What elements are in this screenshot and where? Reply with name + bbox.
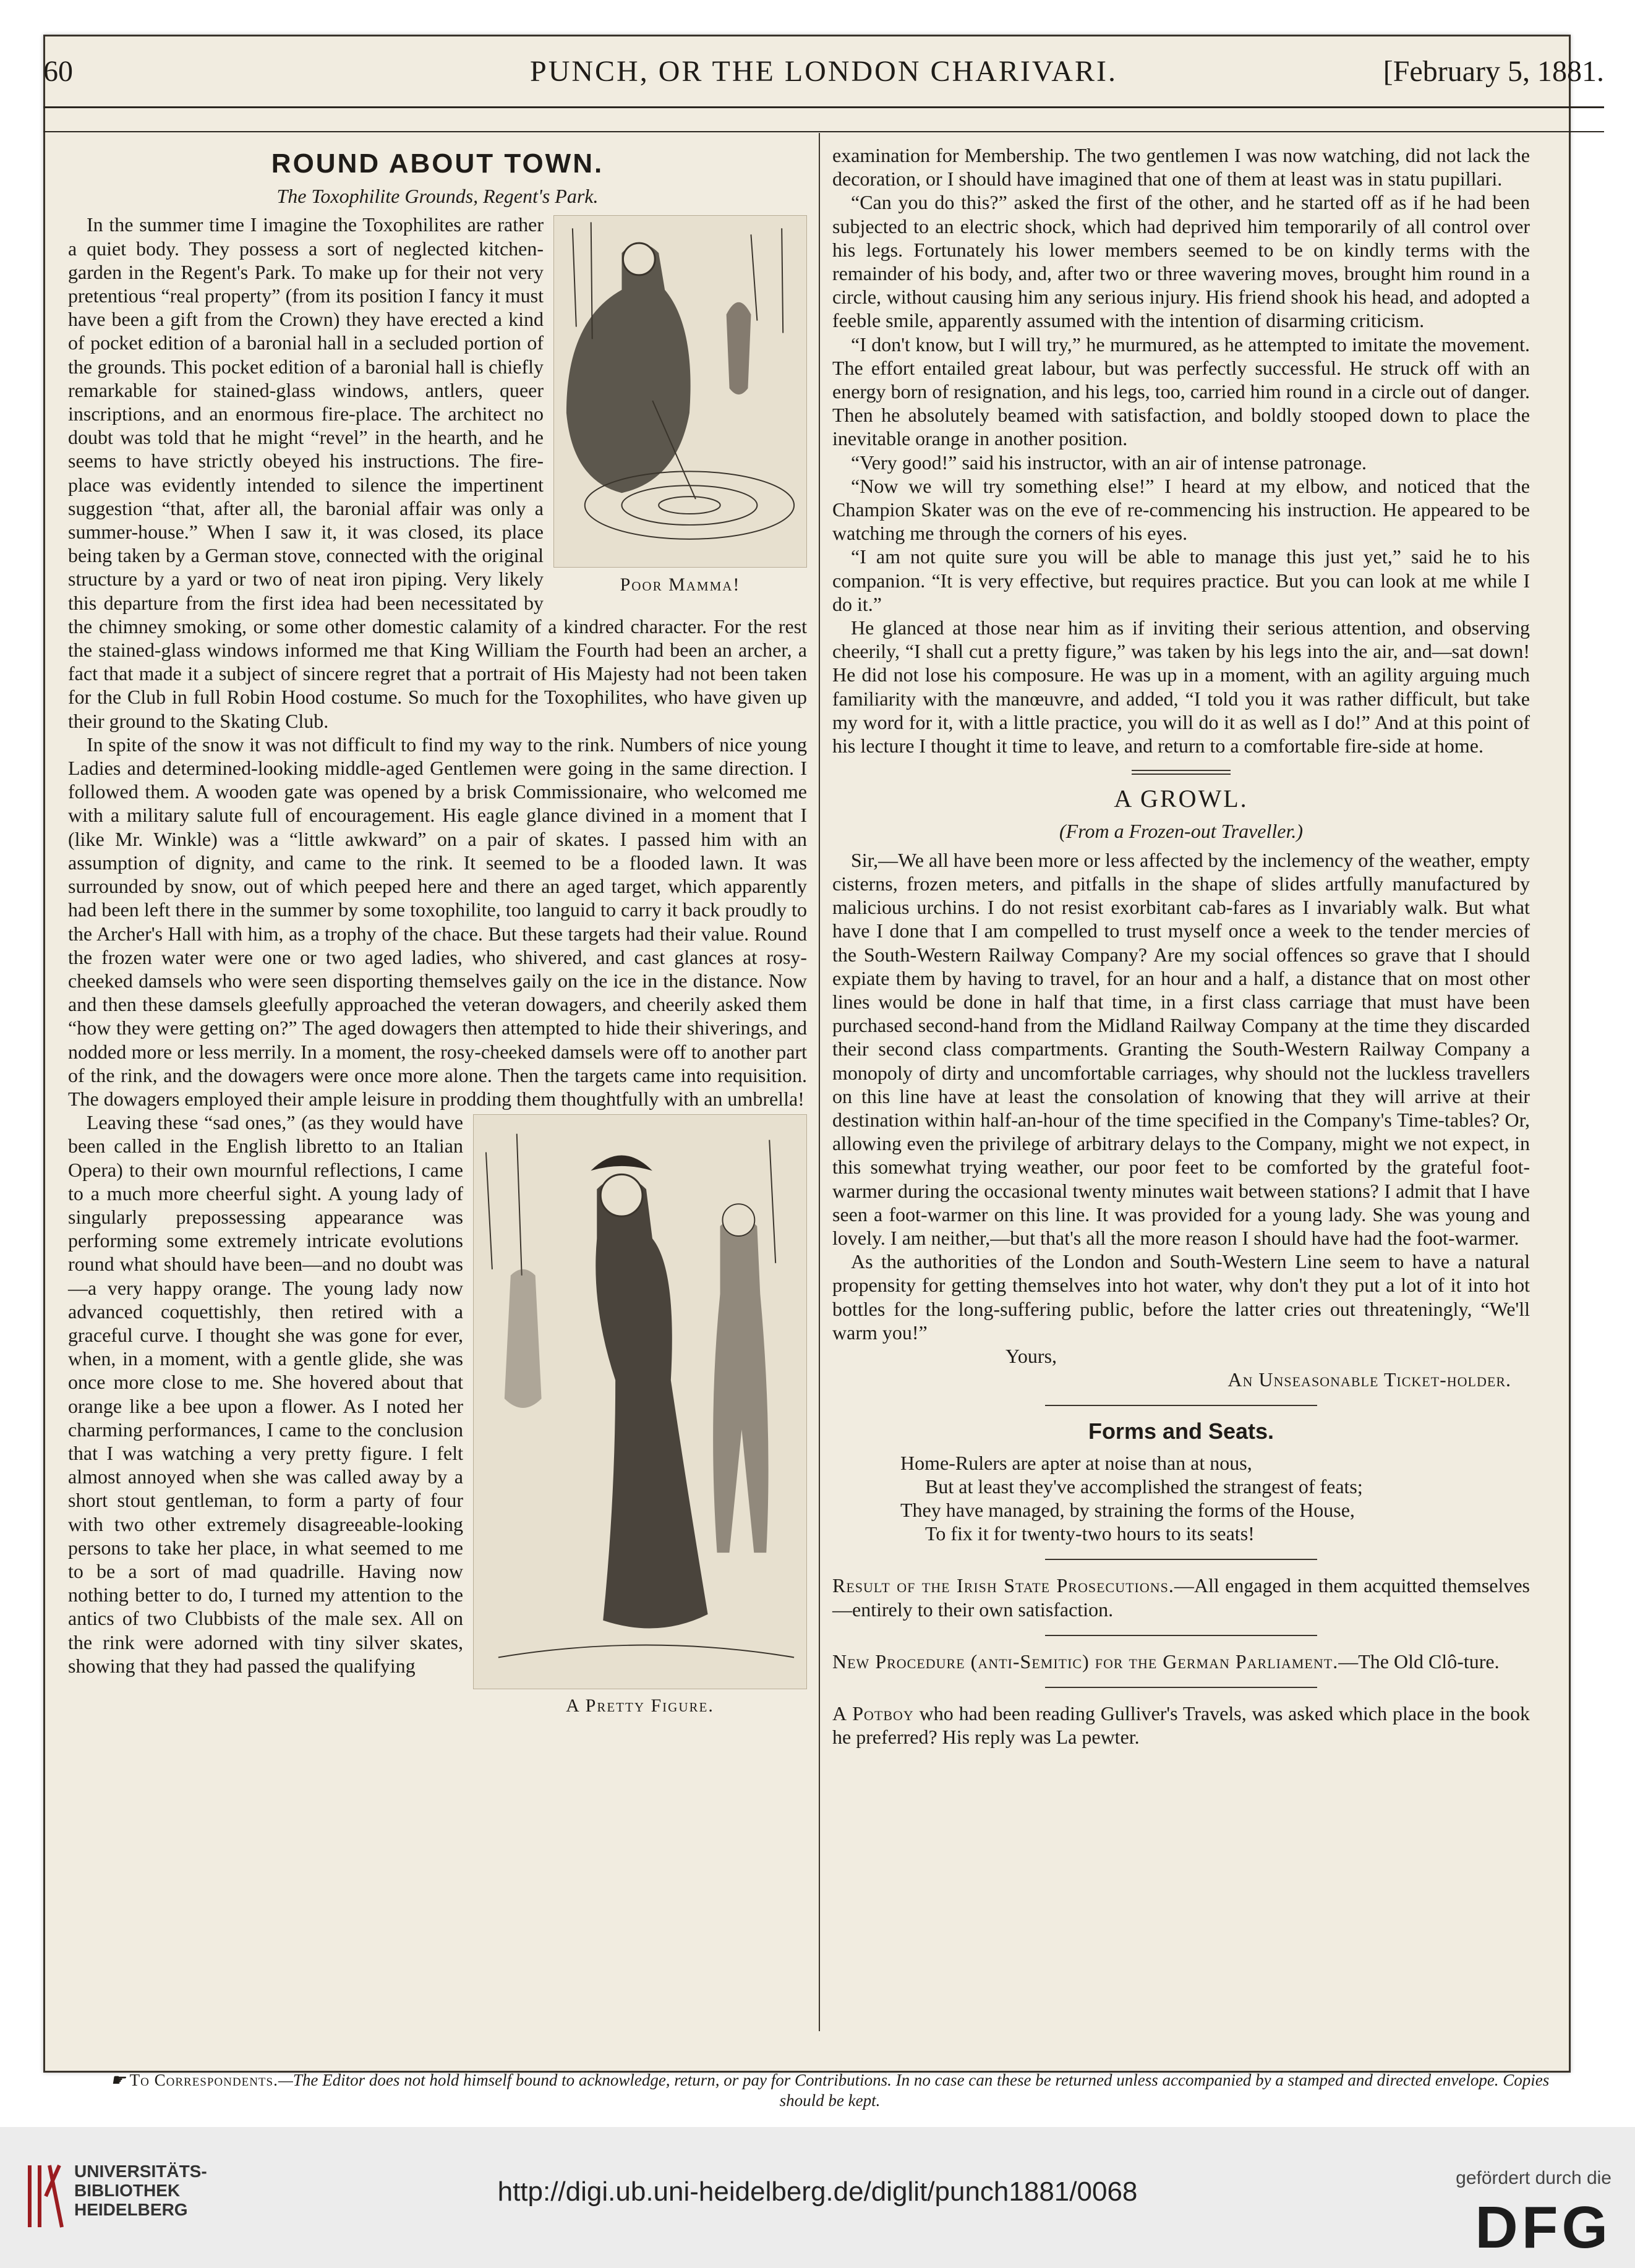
page-number: 60 [43,55,73,88]
section-divider [1045,1635,1317,1636]
library-line: HEIDELBERG [74,2200,188,2219]
library-line: BIBLIOTHEK [74,2181,181,2200]
paragraph: “Now we will try something else!” I heard at my elbow, and noticed that the Champion Skater was on the eve of re-commencing his instruction. He appeared to be watching me through the corners of his eyes. [832,474,1530,545]
paragraph: “Can you do this?” asked the first of the other, and he started off as if he had been subjected to an electric shock, which had deprived him temporarily of all control over his legs. Fortunately his lower members seemed to be on kindly terms with the remainder of his body, and, after two or three wavering moves, brought him round in a circle, without causing him any serious injury. His friend shook his head, and adopted a feeble smile, apparently assumed with the intention of disarming criticism. [832,191,1530,332]
dfg-logo: DFG [1475,2194,1612,2261]
paragraph: “Very good!” said his instructor, with an air of intense patronage. [851,451,1367,474]
pointing-hand-icon: ☛ [110,2071,130,2089]
poem-line: They have managed, by straining the forms of the House, [900,1498,1355,1521]
paragraph: As the authorities of the London and South-Western Line seem to have a natural propensity for getting themselves into hot water, why don't they put a lot of it into hot bottles for the long-suffering public, before the latter cries out threateningly, “We'll warm you!” [832,1250,1530,1344]
skating-lady-engraving [553,215,807,568]
column-divider [819,133,820,2031]
section-divider [1045,1405,1317,1406]
paragraph: examination for Membership. The two gentlemen I was now watching, did not lack the decoration, or I should have imagined that one of them at least was in statu pupillari. [832,144,1530,190]
article-subtitle: The Toxophilite Grounds, Regent's Park. [276,185,599,208]
right-column [832,143,1530,2023]
section-divider [1045,1687,1317,1688]
item-lead: A Potboy [832,1702,914,1724]
item-lead: New Procedure (anti-Semitic) for the German Parliament. [832,1650,1339,1673]
paragraph: “I am not quite sure you will be able to manage this just yet,” said he to his companion. “It is very effective, but requires practice. But you can look at me while I do it.” [832,545,1530,615]
item-text: who had been reading Gulliver's Travels, was asked which place in the book he preferred? His reply was La pewter. [832,1702,1530,1749]
poem-line: But at least they've accomplished the strangest of feats; [925,1475,1363,1498]
item-lead: Result of the Irish State Prosecutions. [832,1574,1174,1597]
pretty-figure-engraving [473,1114,807,1689]
paragraph: In the summer time I imagine the Toxophilites are rather a quiet body. They possess a sort of neglected kitchen-garden in the Regent's Park. To make up for their not very pretentious “real property” (from its position I fancy it must have been a gift from the Crown) they have erected a kind of pocket edition of a baronial hall in a secluded portion of the grounds. This pocket edition of a baronial hall is chiefly remarkable for stained-glass windows, antlers, queer inscriptions, and an enormous fire-place. The architect no doubt was told that he might “revel” in the hearth, and he seems to have strictly obeyed his instructions. The fire-place was evidently intended to silence the impertinent suggestion “that, after all, the baronial affair was only a summer-house.” When I saw it, it was closed, its place being taken by a German stove, connected with the original structure by a yard or two of neat iron piping. Very likely this departure from the first idea had been necessitated by the chimney smoking, or some other domestic calamity of a kindred character. For the rest the stained-glass windows informed me that King William the Fourth had been an archer, a fact that made it a subject of sincere regret that a portrait of His Majesty had not been taken for the Club in full Robin Hood costume. So much for the Toxophilites, who have given up their ground to the Skating Club. [68,213,807,732]
header-rule-lower [43,131,1604,132]
growl-title: A GROWL. [1114,785,1249,813]
article-title: ROUND ABOUT TOWN. [271,148,604,179]
item-procedure [832,1650,1530,1673]
correspondents-notice [99,2070,1561,2111]
poem-line: To fix it for twenty-two hours to its seats! [925,1522,1255,1545]
library-line: UNIVERSITÄTS- [74,2162,207,2181]
illustration-poor-mamma [553,215,807,599]
illustration-pretty-figure [473,1114,807,1720]
figure-caption: Poor Mamma! [620,574,741,595]
item-result [832,1574,1530,1621]
source-url-link[interactable]: http://digi.ub.uni-heidelberg.de/diglit/punch1881/0068 [497,2176,1138,2207]
paragraph: Sir,—We all have been more or less affected by the inclemency of the weather, empty cisterns, frozen meters, and pitfalls in the shape of slides artfully manufactured by malicious urchins. I do not resist exorbitant cab-fares as I invariably walk. But what have I done that I am compelled to trust myself once a week to the tender mercies of the South-Western Railway Company? Are my social offences so grave that I should expiate them by having to travel, for an hour and a half, a distance that on most other lines would be done in half that time, in a first class carriage that must have been purchased second-hand from the Midland Railway Company at the time they discarded their second class compartments. Granting the South-Western Railway Company a monopoly of dirty and uncomfortable carriages, why should not the luckless travellers on this line have at least the consolation of knowing that they will arrive at their destination within half-an-hour of the time specified in the Company's Time-tables? Or, allowing even the privilege of arbitrary delays to the Company, might we not expect, in this somewhat trying weather, our poor feet to be comforted by the grateful foot-warmer during the occasional twenty minutes wait between stations? I admit that I have seen a foot-warmer on this line. It was provided for a young lady. She was young and lovely. I am neither,—but that's all the more reason I should have had the foot-warmer. [832,848,1530,1249]
header-rule [43,106,1604,108]
item-text: —The Old Clô-ture. [1338,1650,1500,1673]
notice-lead: To Correspondents. [129,2071,278,2089]
item-potboy [832,1702,1530,1749]
figure-caption: A Pretty Figure. [566,1695,714,1716]
paragraph: In spite of the snow it was not difficult to find my way to the rink. Numbers of nice young Ladies and determined-looking middle-aged Gentlemen were going in the same direction. I followed them. A wooden gate was opened by a brisk Commissionaire, who welcomed me with a military salute full of encouragement. His eagle glance divined in a moment that I (like Mr. Winkle) was a “little awkward” on a pair of skates. I passed him with an assumption of dignity, and came to the rink. It seemed to be a flooded lawn. It was surrounded by snow, out of which peeped here and there an aged target, which apparently had been left there in the summer by some toxophilite, too languid to carry it back proudly to the Archer's Hall with him, as a trophy of the chace. But these targets had their value. Round the frozen water were one or two aged ladies, who shivered, and cast glances at rosy-cheeked damsels who were seen disporting themselves gaily on the ice in the distance. Now and then these damsels gleefully approached the veteran dowagers, and cheerily asked them “how they were getting on?” The aged dowagers then attempted to hide their shiverings, and nodded more or less merrily. In a moment, the rosy-cheeked damsels were off to another part of the rink, and the dowagers were once more alone. Then the targets came into requisition. The dowagers employed their ample leisure in prodding them thoughtfully with an umbrella! [68,733,807,1110]
paragraph: He glanced at those near him as if inviting their serious attention, and observing cheerily, “I shall cut a pretty figure,” was taken by his legs into the air, and—sat down! He did not lose his composure. He was up in a moment, with an agility arguing much familiarity with the manœuvre, and added, “I told you it was rather difficult, but take my word for it, with a little practice, you will do it as well as I do!” And at this point of his lecture I thought it time to leave, and return to a comfortable fire-side at home. [832,616,1530,757]
poem [832,1451,1530,1546]
paragraph: “I don't know, but I will try,” he murmured, as he attempted to imitate the movement. The effort entailed great labour, but was perfectly successful. He struck off with an energy born of resignation, and his legs, too, carried him round in a circle out of danger. Then he absolutely beamed with satisfaction, and boldly stooped down to place the inevitable orange in another position. [832,333,1530,450]
section-divider [1132,770,1231,775]
paragraph: Leaving these “sad ones,” (as they would have been called in the English libretto to an Italian Opera) to their own mournful reflections, I came to a much more cheerful sight. A young lady of singularly prepossessing appearance was performing some extremely intricate evolutions round what should have been—and no doubt was—a very happy orange. The young lady now advanced coquettishly, then retired with a graceful curve. I thought she was gone for ever, when, in a moment, with a gentle glide, she was once more close to me. She hovered about that orange like a bee upon a flower. As I noted her charming performances, I came to the conclusion that I was watching a very pretty figure. I felt almost annoyed when she was called away by a short stout gentleman, to form a party of four with two other extremely disagreeable-looking persons to take her place, in what seemed to me to be a sort of mad quadrille. Having now nothing better to do, I turned my attention to the antics of two Clubbists of the male sex. All on the rink were adorned with tiny silver skates, showing that they had passed the qualifying [68,1111,463,1677]
letter-closing: Yours, [1005,1344,1057,1367]
growl-subtitle: (From a Frozen-out Traveller.) [1059,820,1304,843]
letter-signature: An Unseasonable Ticket-holder. [1227,1368,1511,1391]
poem-line: Home-Rulers are apter at noise than at nous, [900,1451,1252,1474]
running-header [43,48,1604,104]
poem-title: Forms and Seats. [1088,1418,1274,1444]
masthead-title: PUNCH, OR THE LONDON CHARIVARI. [530,55,1117,88]
item-text: —All engaged in them acquitted themselves—entirely to their own satisfaction. [832,1574,1530,1621]
funding-note: gefördert durch die [1456,2168,1612,2188]
notice-text: —The Editor does not hold himself bound to acknowledge, return, or pay for Contributions. In no case can these be returned unless accompanied by a stamped and directed envelope. Copies should be kept. [278,2071,1550,2110]
issue-date: [February 5, 1881. [1383,55,1604,88]
section-divider [1045,1559,1317,1560]
left-column [68,143,807,2023]
